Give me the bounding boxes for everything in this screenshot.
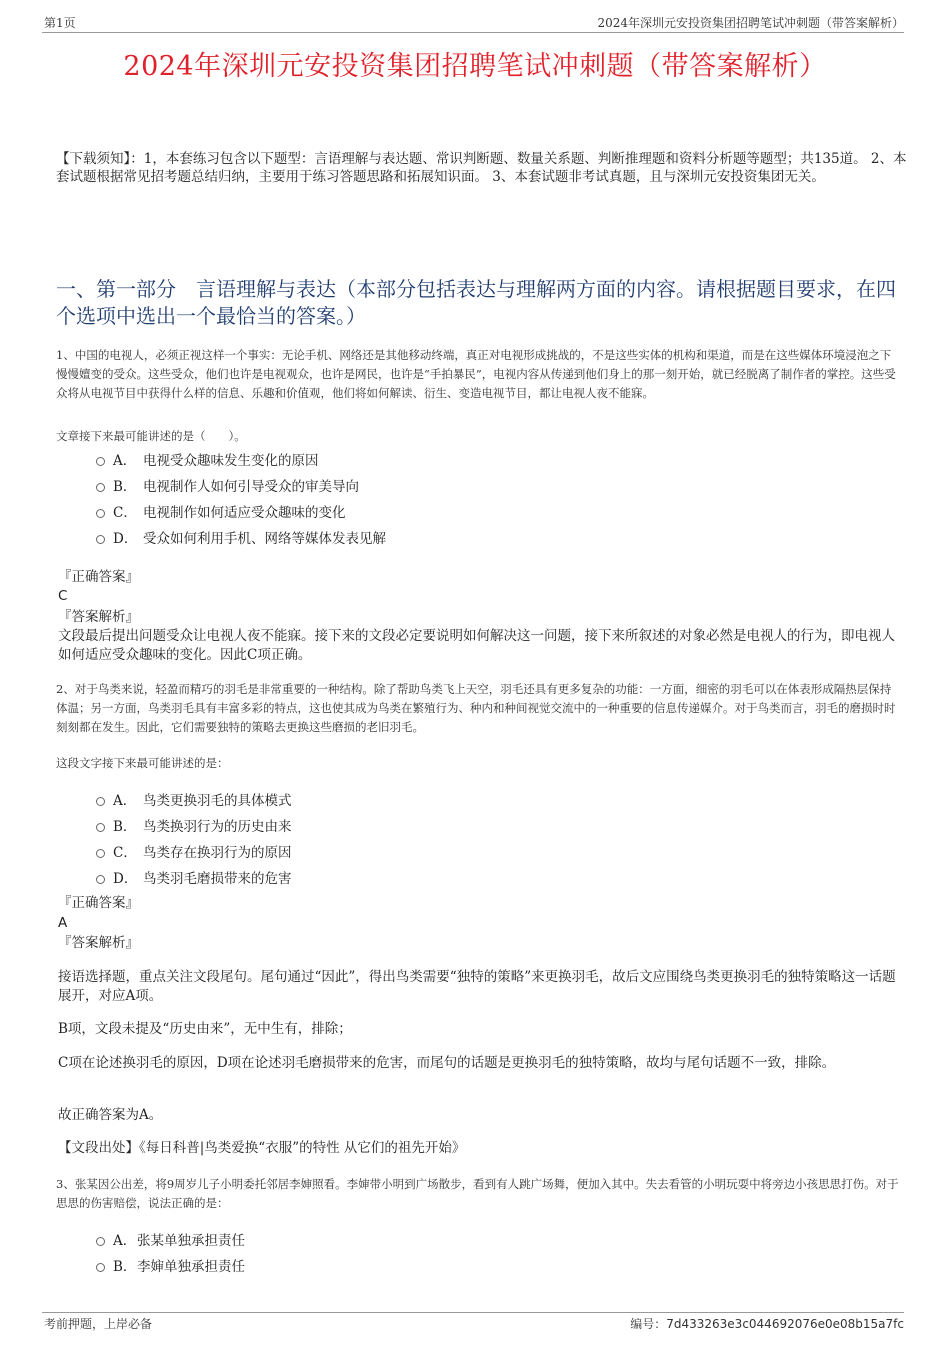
footer-slogan: 考前押题，上岸必备 bbox=[44, 1317, 153, 1331]
q2-analysis-label: 『答案解析』 bbox=[58, 935, 139, 951]
radio-icon[interactable] bbox=[96, 535, 105, 544]
q3-option-a[interactable]: A． 张某单独承担责任 bbox=[96, 1226, 245, 1252]
q1-option-c[interactable]: C． 电视制作如何适应受众趣味的变化 bbox=[96, 498, 386, 524]
q3-options bbox=[96, 1226, 245, 1278]
q1-analysis-label: 『答案解析』 bbox=[58, 609, 139, 625]
q2-option-a[interactable]: A． 鸟类更换羽毛的具体模式 bbox=[96, 786, 292, 812]
q2-passage: 2、对于鸟类来说，轻盈而精巧的羽毛是非常重要的一种结构。除了帮助鸟类飞上天空，羽毛还具有更多复杂的功能：一方面，细密的羽毛可以在体表形成隔热层保持体温；另一方面，鸟类羽毛具有丰富多彩的特点，这也使其成为鸟类在繁殖行为、种内和种间视觉交流中的一种重要的信息传递媒介。对于鸟类而言，羽毛的磨损时时刻刻都在发生。因此，它们需要独特的策略去更换这些磨损的老旧羽毛。 bbox=[56, 682, 896, 734]
q1-options bbox=[96, 446, 386, 550]
radio-icon[interactable] bbox=[96, 797, 105, 806]
footer-code-label: 编号： bbox=[630, 1317, 667, 1331]
q2-answer: A bbox=[58, 915, 68, 931]
footer-code bbox=[630, 1315, 904, 1332]
section-heading: 一、第一部分 言语理解与表达（本部分包括表达与理解两方面的内容。请根据题目要求，在四个选项中选出一个最恰当的答案。） bbox=[56, 277, 896, 328]
q2-options bbox=[96, 786, 292, 890]
q2-analysis-p2: B项，文段未提及“历史由来”，无中生有，排除； bbox=[58, 1021, 352, 1037]
q1-question: 文章接下来最可能讲述的是（ ）。 bbox=[56, 429, 246, 443]
q2-answer-label: 『正确答案』 bbox=[58, 895, 139, 911]
q2-analysis-p4: 故正确答案为A。 bbox=[58, 1107, 163, 1123]
q1-option-b[interactable]: B． 电视制作人如何引导受众的审美导向 bbox=[96, 472, 386, 498]
radio-icon[interactable] bbox=[96, 875, 105, 884]
q3-option-b[interactable]: B． 李婶单独承担责任 bbox=[96, 1252, 245, 1278]
radio-icon[interactable] bbox=[96, 823, 105, 832]
radio-icon[interactable] bbox=[96, 1263, 105, 1272]
q2-option-b[interactable]: B． 鸟类换羽行为的历史由来 bbox=[96, 812, 292, 838]
radio-icon[interactable] bbox=[96, 483, 105, 492]
q2-source: 【文段出处】《每日科普|鸟类爱换“衣服”的特性 从它们的祖先开始》 bbox=[58, 1140, 466, 1156]
page-title: 2024年深圳元安投资集团招聘笔试冲刺题（带答案解析） bbox=[123, 51, 827, 82]
q1-option-d[interactable]: D． 受众如何利用手机、网络等媒体发表见解 bbox=[96, 524, 386, 550]
q1-answer: C bbox=[58, 588, 68, 604]
radio-icon[interactable] bbox=[96, 509, 105, 518]
radio-icon[interactable] bbox=[96, 1237, 105, 1246]
q1-option-a[interactable]: A． 电视受众趣味发生变化的原因 bbox=[96, 446, 386, 472]
footer-code-value: 7d433263e3c044692076e0e08b15a7fc bbox=[666, 1317, 904, 1331]
q2-analysis-p1: 接语选择题，重点关注文段尾句。尾句通过“因此”，得出鸟类需要“独特的策略”来更换羽毛，故后文应围绕鸟类更换羽毛的独特策略这一话题展开，对应A项。 bbox=[58, 969, 896, 1004]
header-doc-title: 2024年深圳元安投资集团招聘笔试冲刺题（带答案解析） bbox=[597, 16, 904, 30]
radio-icon[interactable] bbox=[96, 849, 105, 858]
download-notice: 【下载须知】：1，本套练习包含以下题型：言语理解与表达题、常识判断题、数量关系题、判断推理题和资料分析题等题型；共135道。 2、本套试题根据常见招考题总结归纳，主要用于练习答题思路和拓展知识面。 3、本套试题非考试真题，且与深圳元安投资集团无关。 bbox=[56, 151, 907, 185]
q2-option-d[interactable]: D． 鸟类羽毛磨损带来的危害 bbox=[96, 864, 292, 890]
q1-passage: 1、中国的电视人，必须正视这样一个事实：无论手机、网络还是其他移动终端，真正对电视形成挑战的，不是这些实体的机构和渠道，而是在这些媒体环境浸泡之下慢慢嬗变的受众。这些受众，他们也许是电视观众，也许是网民，也许是“手拍暴民”，电视内容从传递到他们身上的那一刻开始，就已经脱离了制作者的掌控。这些受众将从电视节目中获得什么样的信息、乐趣和价值观，他们将如何解读、衍生、变造电视节目，都让电视人夜不能寐。 bbox=[56, 348, 896, 400]
header-divider bbox=[42, 32, 904, 33]
q2-analysis-p3: C项在论述换羽毛的原因，D项在论述羽毛磨损带来的危害，而尾句的话题是更换羽毛的独特策略，故均与尾句话题不一致，排除。 bbox=[58, 1055, 836, 1071]
q3-passage: 3、张某因公出差，将9周岁儿子小明委托邻居李婶照看。李婶带小明到广场散步，看到有人跳广场舞，便加入其中。失去看管的小明玩耍中将旁边小孩思思打伤。对于思思的伤害赔偿，说法正确的是： bbox=[56, 1177, 899, 1210]
page-number: 第1页 bbox=[44, 16, 76, 30]
q1-analysis: 文段最后提出问题受众让电视人夜不能寐。接下来的文段必定要说明如何解决这一问题，接下来所叙述的对象必然是电视人的行为，即电视人如何适应受众趣味的变化。因此C项正确。 bbox=[58, 628, 895, 663]
radio-icon[interactable] bbox=[96, 457, 105, 466]
footer-divider bbox=[42, 1312, 904, 1313]
q2-option-c[interactable]: C． 鸟类存在换羽行为的原因 bbox=[96, 838, 292, 864]
q2-question: 这段文字接下来最可能讲述的是： bbox=[56, 756, 229, 770]
q1-answer-label: 『正确答案』 bbox=[58, 569, 139, 585]
